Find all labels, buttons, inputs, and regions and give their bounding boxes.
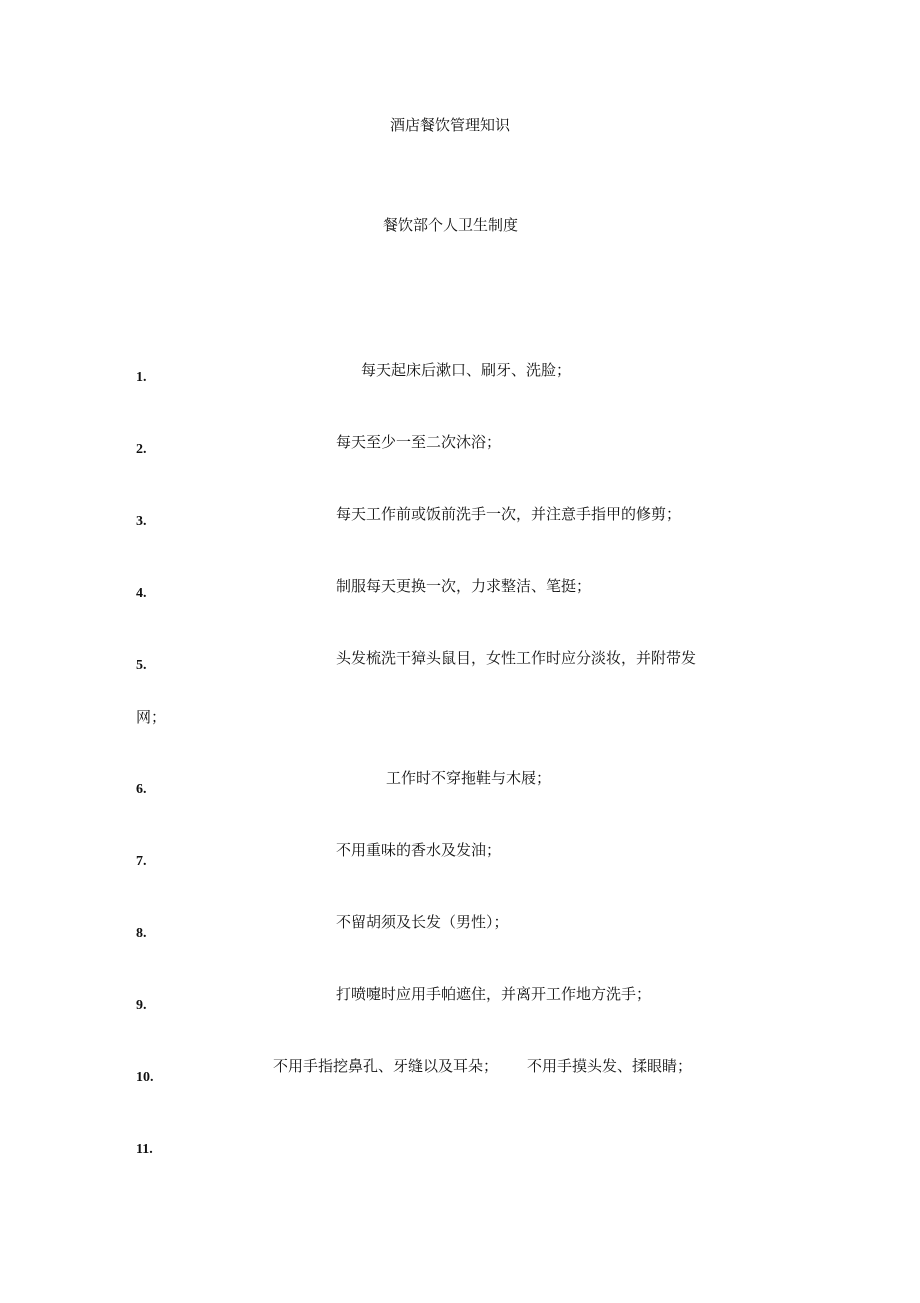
item-number: 7. <box>136 854 147 869</box>
item-text: 不用重味的香水及发油； <box>336 841 502 859</box>
item-number: 1. <box>136 370 147 385</box>
item-number: 4. <box>136 586 147 601</box>
item-text: 每天至少一至二次沐浴； <box>336 433 502 451</box>
item-number: 3. <box>136 514 147 529</box>
item-text: 每天起床后漱口、刷牙、洗脸； <box>361 361 572 379</box>
item-text: 制服每天更换一次，力求整洁、笔挺； <box>336 577 592 595</box>
item-number: 8. <box>136 926 147 941</box>
item-number: 10. <box>136 1070 154 1085</box>
item-text: 每天工作前或饭前洗手一次，并注意手指甲的修剪； <box>336 505 682 523</box>
item-text: 不留胡须及长发（男性）； <box>336 913 509 931</box>
item-text: 不用手指挖鼻孔、牙缝以及耳朵； <box>273 1057 499 1075</box>
item-text: 不用手摸头发、揉眼睛； <box>527 1057 693 1075</box>
item-number: 6. <box>136 782 147 797</box>
item-text: 头发梳洗干獐头鼠目，女性工作时应分淡妆，并附带发 <box>336 649 697 667</box>
document-subtitle: 餐饮部个人卫生制度 <box>383 216 519 234</box>
item-number: 2. <box>136 442 147 457</box>
item-text: 打喷嚏时应用手帕遮住，并离开工作地方洗手； <box>336 985 652 1003</box>
item-text-continuation: 网； <box>136 708 167 726</box>
item-number: 9. <box>136 998 147 1013</box>
item-text: 工作时不穿拖鞋与木屐； <box>386 769 552 787</box>
document-title: 酒店餐饮管理知识 <box>390 116 511 134</box>
item-number: 5. <box>136 658 147 673</box>
item-number: 11. <box>136 1142 153 1157</box>
